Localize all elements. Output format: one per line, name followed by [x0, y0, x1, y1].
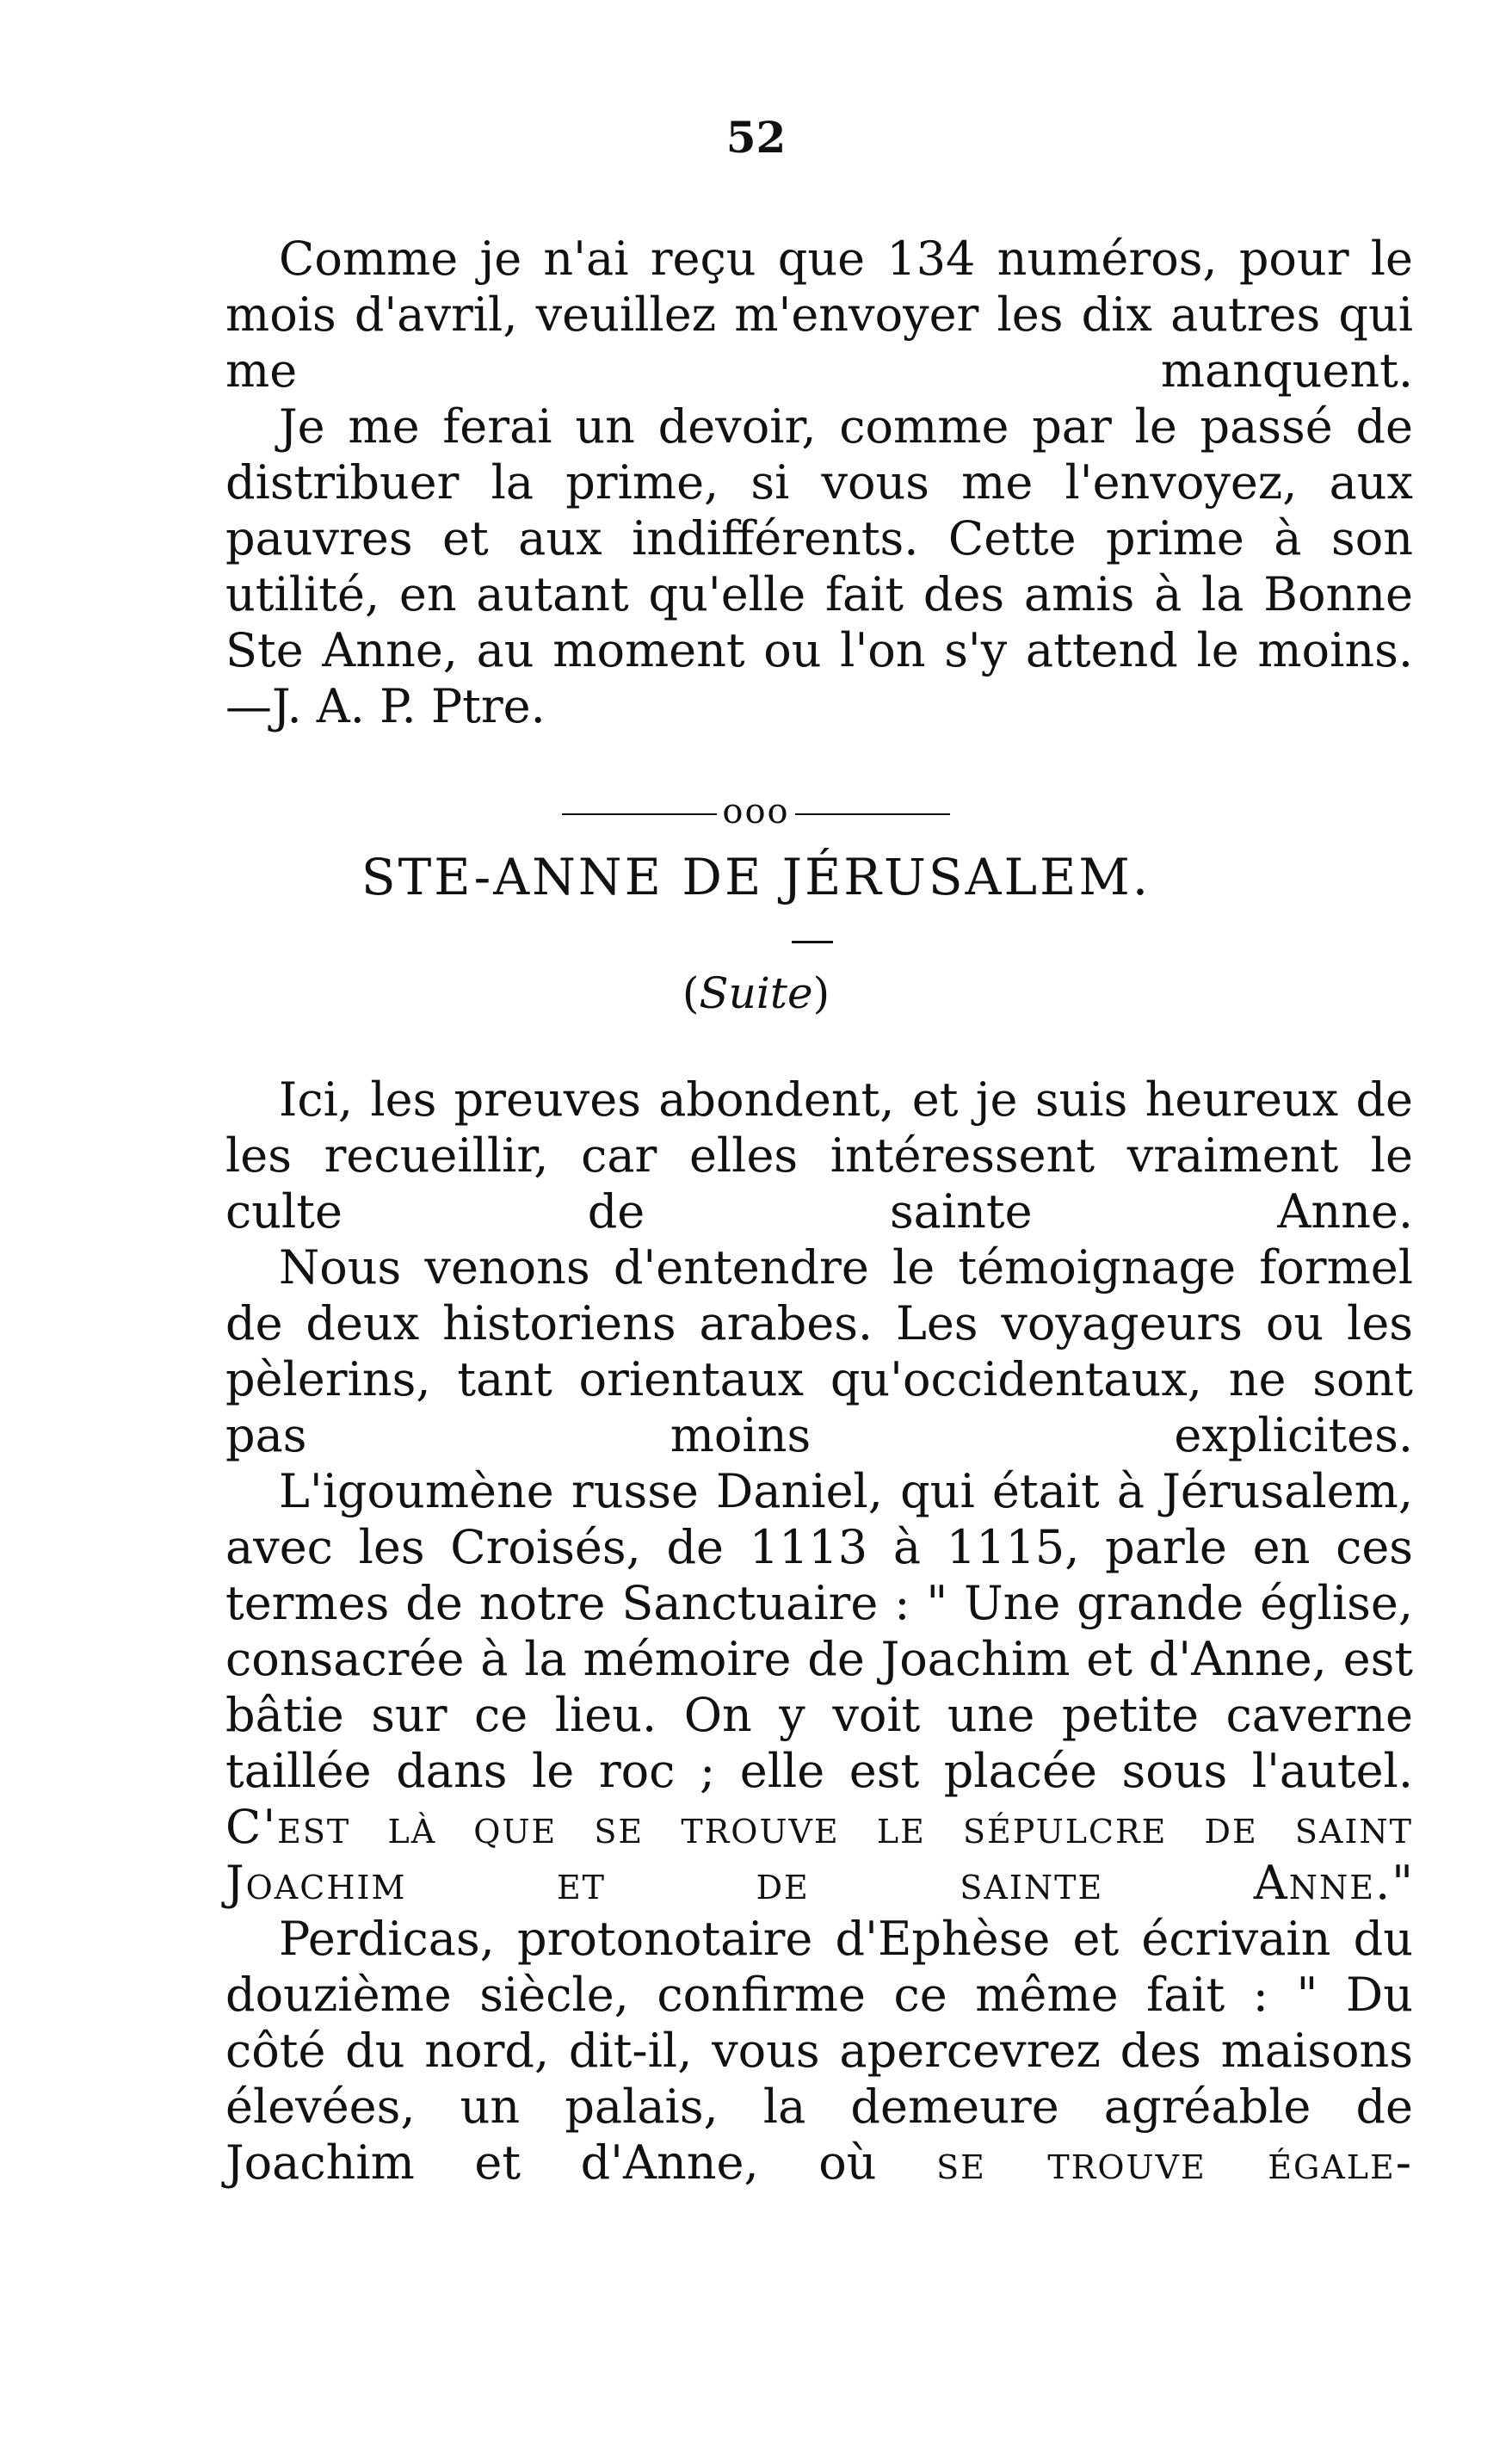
body-paragraph-3 — [225, 1463, 1413, 1911]
page-number: 52 — [725, 112, 787, 163]
body-paragraph-4-text: Perdicas, protonotaire d'Ephèse et écrivain du douzième siècle, confirme ce même fait : " Du côté du nord, dit-il, vous apercevrez des maisons élevées, un palais, la demeure agréable de Joachim et d'Anne, où — [225, 1912, 1413, 2190]
subtitle-close-paren: ) — [812, 968, 830, 1018]
body-paragraph-1: Ici, les preuves abondent, et je suis heureux de les recueillir, car elles intéressent vraiment le culte de sainte Anne. — [225, 1072, 1413, 1239]
separator-rule-left — [562, 813, 717, 815]
separator-ornament: ooo — [722, 792, 790, 831]
body-paragraph-3-end: " — [1392, 1856, 1413, 1910]
body-paragraph-4 — [225, 1911, 1413, 2191]
body-paragraph-3-smallcaps: C'est là que se trouve le sépulcre de saint Joachim et de sainte Anne. — [225, 1800, 1413, 1910]
body-paragraph-2: Nous venons d'entendre le témoignage formel de deux historiens arabes. Les voyageurs ou les pèlerins, tant orientaux qu'occidentaux, ne sont pas moins explicites. — [225, 1240, 1413, 1462]
letter-excerpt — [225, 231, 1413, 734]
section-subtitle — [0, 968, 1512, 1018]
section-separator — [0, 792, 1512, 831]
letter-paragraph-1: Comme je n'ai reçu que 134 numéros, pour le mois d'avril, veuillez m'envoyer les dix autres qui me manquent. — [225, 232, 1413, 398]
title-dash — [792, 941, 833, 943]
article-body — [225, 1072, 1413, 2191]
section-title: STE-ANNE DE JÉRUSALEM. — [361, 848, 1151, 906]
body-paragraph-3-text: L'igoumène russe Daniel, qui était à Jérusalem, avec les Croisés, de 1113 à 1115, parle en ces termes de notre Sanctuaire : " Une grande église, consacrée à la mémoire de Joachim et d'Anne, est bâtie sur ce lieu. On y voit une petite caverne taillée dans le roc ; elle est placée sous l'autel. — [225, 1464, 1413, 1798]
separator-rule-right — [795, 813, 950, 815]
subtitle-word: Suite — [699, 968, 813, 1018]
subtitle-open-paren: ( — [682, 968, 700, 1018]
letter-paragraph-2: Je me ferai un devoir, comme par le passé de distribuer la prime, si vous me l'envoyez, aux pauvres et aux indifférents. Cette prime à son utilité, en autant qu'elle fait des amis à la Bonne Ste Anne, au moment ou l'on s'y attend le moins.—J. A. P. Ptre. — [225, 399, 1413, 733]
body-paragraph-4-smallcaps: se trouve égale- — [936, 2135, 1413, 2190]
